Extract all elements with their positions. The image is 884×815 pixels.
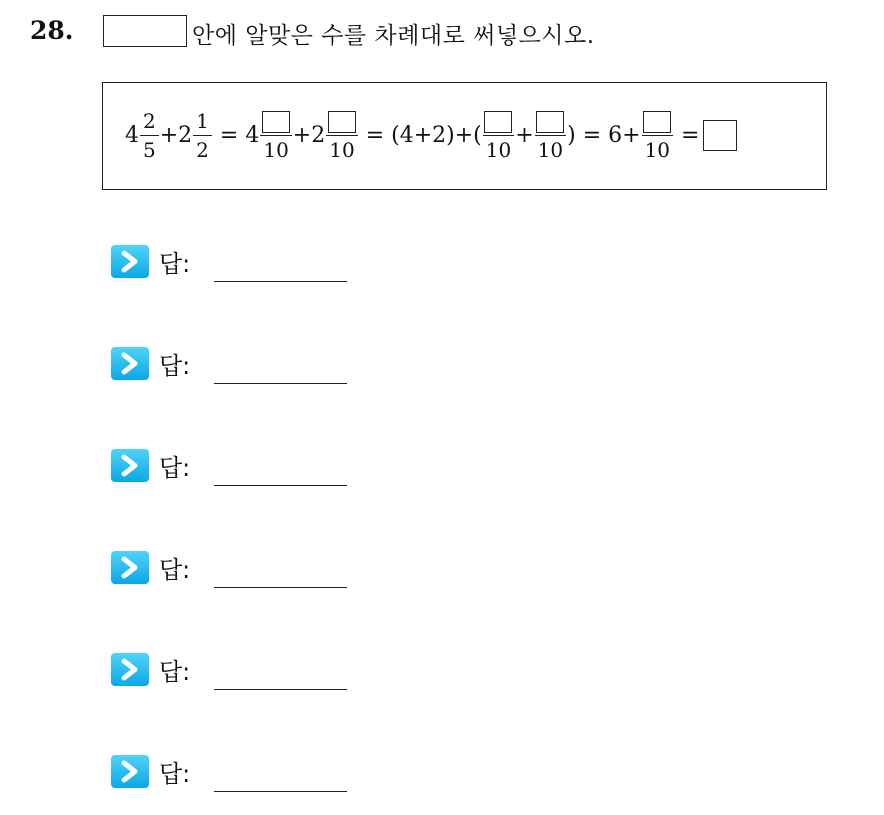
answer-row — [111, 245, 411, 305]
grouping-expression: (4+2)+( — [391, 123, 482, 148]
answer-label: 답: — [159, 658, 191, 686]
whole-number: 4 — [245, 123, 260, 148]
answer-label: 답: — [159, 760, 191, 788]
question-instruction: 안에 알맞은 수를 차례대로 써넣으시오. — [192, 23, 595, 49]
answer-label: 답: — [159, 352, 191, 380]
denominator: 2 — [196, 138, 209, 162]
chevron-right-icon — [111, 347, 149, 380]
whole-number: 2 — [311, 123, 326, 148]
denominator: 10 — [485, 138, 512, 162]
chevron-right-icon — [111, 755, 149, 788]
chevron-right-icon — [111, 245, 149, 278]
chevron-right-icon — [111, 653, 149, 686]
answer-blank-line[interactable] — [214, 281, 347, 282]
equation-box — [102, 82, 827, 190]
answer-row — [111, 347, 411, 407]
equals-sign: = — [365, 123, 385, 148]
denominator: 10 — [329, 138, 355, 162]
answer-label: 답: — [159, 556, 191, 584]
fraction — [140, 109, 159, 162]
fraction — [642, 109, 673, 162]
fraction — [483, 109, 514, 162]
numerator-blank-box[interactable] — [484, 111, 512, 133]
whole-number: 6 — [608, 123, 623, 148]
numerator-blank-box[interactable] — [262, 111, 290, 133]
answer-label: 답: — [159, 454, 191, 482]
question-number: 28. — [30, 16, 74, 45]
numerator-blank-box[interactable] — [536, 111, 564, 133]
answer-row — [111, 449, 411, 509]
answer-blank-line[interactable] — [214, 383, 347, 384]
whole-number: 4 — [125, 123, 139, 148]
answer-blank-line[interactable] — [214, 587, 347, 588]
equation — [125, 83, 737, 188]
answer-blank-line[interactable] — [214, 791, 347, 792]
answer-label: 답: — [159, 250, 191, 278]
numerator: 1 — [196, 109, 209, 133]
plus-sign: + — [159, 123, 179, 148]
denominator: 10 — [537, 138, 564, 162]
close-paren: ) — [567, 123, 576, 148]
denominator: 10 — [644, 138, 671, 162]
fraction — [535, 109, 566, 162]
denominator: 10 — [263, 138, 289, 162]
equals-sign: = — [681, 123, 700, 148]
whole-number: 2 — [178, 123, 193, 148]
answer-row — [111, 755, 411, 815]
denominator: 5 — [143, 138, 156, 162]
numerator-blank-box[interactable] — [328, 111, 356, 133]
plus-sign: + — [515, 123, 534, 148]
numerator: 2 — [143, 109, 156, 133]
fraction — [193, 109, 212, 162]
answer-row — [111, 653, 411, 713]
chevron-right-icon — [111, 449, 149, 482]
equals-sign: = — [582, 123, 602, 148]
answer-blank-line[interactable] — [214, 485, 347, 486]
plus-sign: + — [292, 123, 312, 148]
result-blank-box[interactable] — [703, 120, 737, 151]
blank-box — [103, 15, 187, 47]
equals-sign: = — [219, 123, 239, 148]
fraction — [260, 109, 291, 162]
chevron-right-icon — [111, 551, 149, 584]
numerator-blank-box[interactable] — [643, 111, 671, 133]
answer-blank-line[interactable] — [214, 689, 347, 690]
plus-sign: + — [622, 123, 641, 148]
fraction — [326, 109, 357, 162]
answer-row — [111, 551, 411, 611]
